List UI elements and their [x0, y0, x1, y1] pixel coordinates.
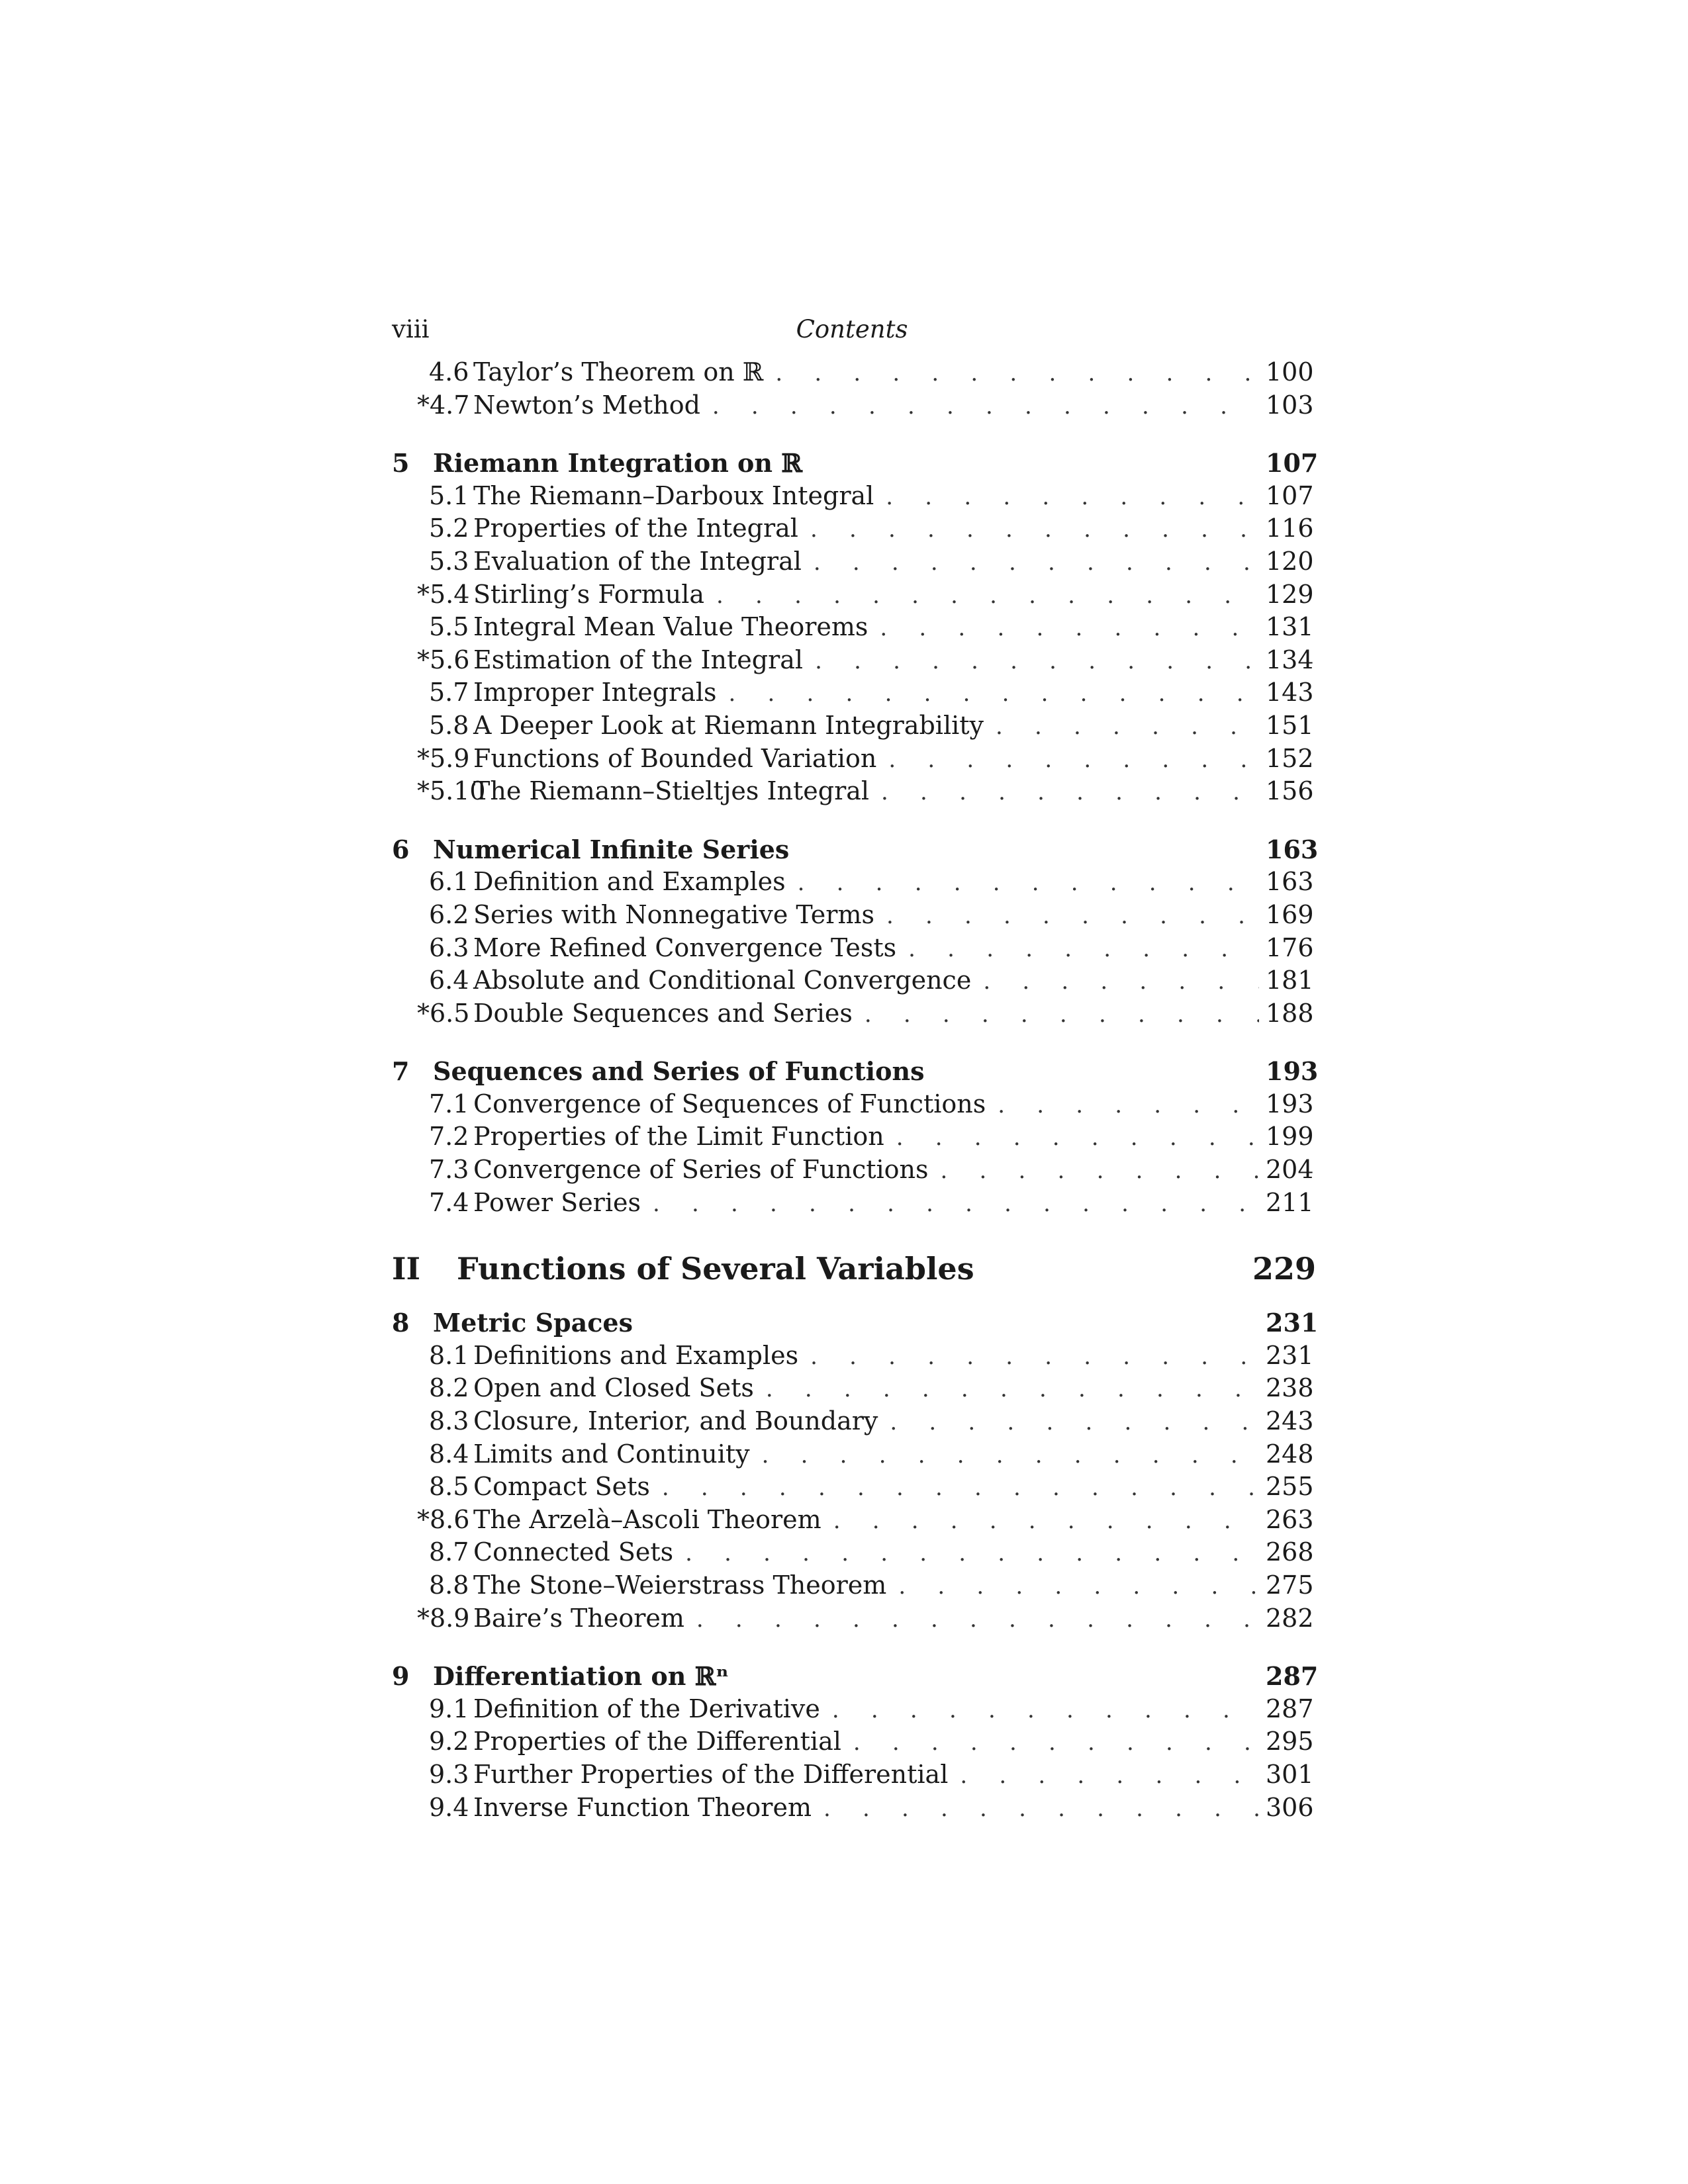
- dot-leader: [832, 1694, 1259, 1727]
- section-title: Stirling’s Formula: [473, 579, 705, 609]
- dot-leader: [941, 1155, 1259, 1188]
- toc-section-row: [392, 1340, 1312, 1373]
- part-number: II: [392, 1251, 421, 1287]
- section-title: The Riemann–Stieltjes Integral: [473, 776, 870, 806]
- toc-section-row: [392, 1504, 1312, 1537]
- section-title: Definition and Examples: [473, 867, 786, 897]
- section-number: 5.5: [429, 612, 469, 642]
- chapter-page-number: 231: [1266, 1308, 1319, 1338]
- toc-section-row: [392, 1693, 1312, 1726]
- toc-section-row: [392, 389, 1312, 422]
- toc-section-row: [392, 1758, 1312, 1792]
- dot-leader: [798, 867, 1259, 900]
- toc-section-row: [392, 1187, 1312, 1220]
- section-number: 6.1: [429, 867, 469, 897]
- toc-section-row: [392, 512, 1312, 545]
- toc-section-row: [392, 899, 1312, 932]
- section-title: Compact Sets: [473, 1472, 650, 1502]
- section-number: 5.3: [429, 546, 469, 576]
- section-title: The Riemann–Darboux Integral: [473, 480, 874, 510]
- dot-leader: [685, 1537, 1259, 1570]
- toc-section-row: [392, 611, 1312, 644]
- toc-section-row: [392, 775, 1312, 808]
- section-title: Taylor’s Theorem on ℝ: [473, 357, 764, 387]
- chapter-page-number: 287: [1266, 1661, 1319, 1692]
- section-page-number: 131: [1266, 612, 1314, 642]
- section-number: 8.5: [429, 1472, 469, 1502]
- section-number: *8.9: [417, 1603, 470, 1633]
- running-head: [392, 310, 1312, 349]
- section-title: Properties of the Integral: [473, 514, 798, 543]
- section-title: Further Properties of the Differential: [473, 1759, 949, 1789]
- toc-chapter-row: [392, 1306, 1319, 1340]
- section-page-number: 211: [1266, 1187, 1314, 1217]
- section-number: 4.6: [429, 357, 469, 387]
- section-title: Inverse Function Theorem: [473, 1792, 812, 1822]
- dot-leader: [766, 1373, 1259, 1406]
- section-title: Convergence of Sequences of Functions: [473, 1089, 986, 1118]
- toc-section-row: [392, 709, 1312, 743]
- dot-leader: [908, 933, 1259, 966]
- chapter-page-number: 193: [1266, 1056, 1319, 1087]
- section-page-number: 151: [1266, 710, 1314, 740]
- dot-leader: [810, 514, 1259, 547]
- dot-leader: [853, 1727, 1259, 1760]
- toc-section-row: [392, 1602, 1312, 1635]
- toc-section-row: [392, 1120, 1312, 1154]
- section-page-number: 116: [1266, 514, 1314, 543]
- running-title: Contents: [796, 315, 908, 343]
- chapter-title: Numerical Infinite Series: [433, 834, 790, 864]
- section-title: The Arzelà–Ascoli Theorem: [473, 1504, 821, 1534]
- table-of-contents: [392, 356, 1319, 1824]
- section-title: Newton’s Method: [473, 390, 700, 420]
- section-page-number: 199: [1266, 1122, 1314, 1152]
- toc-section-row: [392, 1372, 1312, 1405]
- section-number: 5.8: [429, 710, 469, 740]
- section-number: 9.3: [429, 1759, 469, 1789]
- section-title: Improper Integrals: [473, 678, 717, 707]
- section-title: Properties of the Limit Function: [473, 1122, 884, 1152]
- chapter-number: 8: [392, 1308, 410, 1338]
- dot-leader: [712, 390, 1259, 424]
- section-page-number: 282: [1266, 1603, 1314, 1633]
- section-title: Power Series: [473, 1187, 641, 1217]
- section-title: Absolute and Conditional Convergence: [473, 966, 972, 995]
- section-number: 8.3: [429, 1406, 469, 1436]
- section-page-number: 275: [1266, 1570, 1314, 1600]
- section-number: 8.1: [429, 1340, 469, 1370]
- toc-section-row: [392, 743, 1312, 776]
- toc-section-row: [392, 1438, 1312, 1471]
- section-number: 7.3: [429, 1155, 469, 1185]
- section-number: *5.6: [417, 645, 470, 674]
- toc-section-row: [392, 1471, 1312, 1504]
- toc-part-row: [392, 1247, 1317, 1291]
- section-page-number: 255: [1266, 1472, 1314, 1502]
- section-page-number: 181: [1266, 966, 1314, 995]
- section-title: Properties of the Differential: [473, 1727, 841, 1756]
- section-title: Closure, Interior, and Boundary: [473, 1406, 878, 1436]
- section-title: Functions of Bounded Variation: [473, 743, 877, 773]
- section-page-number: 231: [1266, 1340, 1314, 1370]
- chapter-title: Riemann Integration on ℝ: [433, 448, 802, 478]
- section-number: 5.1: [429, 480, 469, 510]
- toc-chapter-row: [392, 447, 1319, 480]
- dot-leader: [762, 1439, 1259, 1473]
- part-page-number: 229: [1252, 1251, 1317, 1287]
- toc-section-row: [392, 644, 1312, 677]
- toc-section-row: [392, 1792, 1312, 1825]
- toc-section-row: [392, 964, 1312, 997]
- section-page-number: 103: [1266, 390, 1314, 420]
- section-number: 9.2: [429, 1727, 469, 1756]
- section-title: Limits and Continuity: [473, 1439, 750, 1469]
- toc-section-row: [392, 578, 1312, 612]
- dot-leader: [983, 966, 1259, 999]
- section-number: 8.2: [429, 1373, 469, 1403]
- section-number: 6.3: [429, 933, 469, 962]
- toc-section-row: [392, 1154, 1312, 1187]
- dot-leader: [998, 1089, 1259, 1122]
- dot-leader: [865, 999, 1259, 1032]
- toc-page: [392, 310, 1319, 1824]
- section-title: A Deeper Look at Riemann Integrability: [473, 710, 984, 740]
- section-title: Double Sequences and Series: [473, 998, 853, 1028]
- section-number: 9.1: [429, 1694, 469, 1723]
- section-page-number: 152: [1266, 743, 1314, 773]
- section-page-number: 100: [1266, 357, 1314, 387]
- chapter-page-number: 163: [1266, 834, 1319, 864]
- section-number: 9.4: [429, 1792, 469, 1822]
- dot-leader: [662, 1472, 1259, 1505]
- toc-section-row: [392, 1088, 1312, 1121]
- section-number: 7.1: [429, 1089, 469, 1118]
- section-number: *5.9: [417, 743, 470, 773]
- section-title: Estimation of the Integral: [473, 645, 804, 674]
- section-number: *5.10: [417, 776, 486, 806]
- section-title: Integral Mean Value Theorems: [473, 612, 868, 642]
- section-number: 5.2: [429, 514, 469, 543]
- section-number: *4.7: [417, 390, 470, 420]
- dot-leader: [833, 1505, 1259, 1538]
- toc-chapter-row: [392, 1660, 1319, 1693]
- dot-leader: [729, 678, 1259, 711]
- section-title: Open and Closed Sets: [473, 1373, 754, 1403]
- chapter-number: 9: [392, 1661, 410, 1692]
- section-page-number: 295: [1266, 1727, 1314, 1756]
- section-number: 7.4: [429, 1187, 469, 1217]
- dot-leader: [696, 1604, 1259, 1637]
- section-page-number: 188: [1266, 998, 1314, 1028]
- section-page-number: 204: [1266, 1155, 1314, 1185]
- page-number: viii: [392, 315, 430, 343]
- dot-leader: [898, 1570, 1259, 1604]
- dot-leader: [716, 580, 1259, 613]
- chapter-title: Sequences and Series of Functions: [433, 1056, 925, 1087]
- section-number: 5.7: [429, 678, 469, 707]
- section-page-number: 268: [1266, 1537, 1314, 1567]
- dot-leader: [888, 744, 1259, 777]
- toc-section-row: [392, 932, 1312, 965]
- section-title: Convergence of Series of Functions: [473, 1155, 929, 1185]
- section-page-number: 238: [1266, 1373, 1314, 1403]
- dot-leader: [881, 776, 1259, 809]
- section-title: More Refined Convergence Tests: [473, 933, 897, 962]
- toc-section-row: [392, 1569, 1312, 1602]
- section-page-number: 263: [1266, 1504, 1314, 1534]
- dot-leader: [886, 900, 1259, 933]
- section-page-number: 287: [1266, 1694, 1314, 1723]
- section-number: *5.4: [417, 579, 470, 609]
- section-number: 6.4: [429, 966, 469, 995]
- dot-leader: [814, 547, 1259, 580]
- section-page-number: 107: [1266, 480, 1314, 510]
- dot-leader: [775, 357, 1259, 390]
- section-page-number: 301: [1266, 1759, 1314, 1789]
- section-page-number: 120: [1266, 546, 1314, 576]
- dot-leader: [810, 1341, 1259, 1374]
- chapter-title: Metric Spaces: [433, 1308, 633, 1338]
- dot-leader: [960, 1760, 1259, 1793]
- section-number: *8.6: [417, 1504, 470, 1534]
- section-title: Definitions and Examples: [473, 1340, 799, 1370]
- toc-section-row: [392, 545, 1312, 578]
- toc-section-row: [392, 1725, 1312, 1758]
- toc-section-row: [392, 997, 1312, 1030]
- section-page-number: 169: [1266, 899, 1314, 929]
- section-page-number: 176: [1266, 933, 1314, 962]
- dot-leader: [890, 1406, 1259, 1439]
- toc-section-row: [392, 356, 1312, 389]
- dot-leader: [653, 1188, 1259, 1221]
- toc-section-row: [392, 1536, 1312, 1569]
- dot-leader: [886, 481, 1259, 514]
- section-number: 6.2: [429, 899, 469, 929]
- section-title: Series with Nonnegative Terms: [473, 899, 874, 929]
- section-page-number: 306: [1266, 1792, 1314, 1822]
- section-title: Connected Sets: [473, 1537, 674, 1567]
- section-number: 7.2: [429, 1122, 469, 1152]
- section-title: Definition of the Derivative: [473, 1694, 820, 1723]
- section-title: Evaluation of the Integral: [473, 546, 802, 576]
- chapter-title: Differentiation on ℝⁿ: [433, 1661, 729, 1692]
- part-title: Functions of Several Variables: [457, 1251, 974, 1287]
- toc-section-row: [392, 480, 1312, 513]
- chapter-page-number: 107: [1266, 448, 1319, 478]
- section-number: 8.7: [429, 1537, 469, 1567]
- toc-chapter-row: [392, 833, 1319, 866]
- chapter-number: 7: [392, 1056, 410, 1087]
- section-page-number: 156: [1266, 776, 1314, 806]
- toc-chapter-row: [392, 1055, 1319, 1088]
- chapter-number: 5: [392, 448, 410, 478]
- section-title: The Stone–Weierstrass Theorem: [473, 1570, 887, 1600]
- section-title: Baire’s Theorem: [473, 1603, 684, 1633]
- section-page-number: 193: [1266, 1089, 1314, 1118]
- toc-section-row: [392, 1405, 1312, 1438]
- section-page-number: 143: [1266, 678, 1314, 707]
- section-page-number: 134: [1266, 645, 1314, 674]
- section-number: 8.4: [429, 1439, 469, 1469]
- toc-section-row: [392, 676, 1312, 709]
- section-page-number: 243: [1266, 1406, 1314, 1436]
- section-page-number: 129: [1266, 579, 1314, 609]
- chapter-number: 6: [392, 834, 410, 864]
- dot-leader: [880, 612, 1259, 645]
- dot-leader: [823, 1793, 1259, 1826]
- dot-leader: [996, 711, 1259, 744]
- toc-section-row: [392, 866, 1312, 899]
- dot-leader: [815, 645, 1259, 678]
- dot-leader: [896, 1122, 1259, 1155]
- section-number: *6.5: [417, 998, 470, 1028]
- section-page-number: 163: [1266, 867, 1314, 897]
- section-page-number: 248: [1266, 1439, 1314, 1469]
- section-number: 8.8: [429, 1570, 469, 1600]
